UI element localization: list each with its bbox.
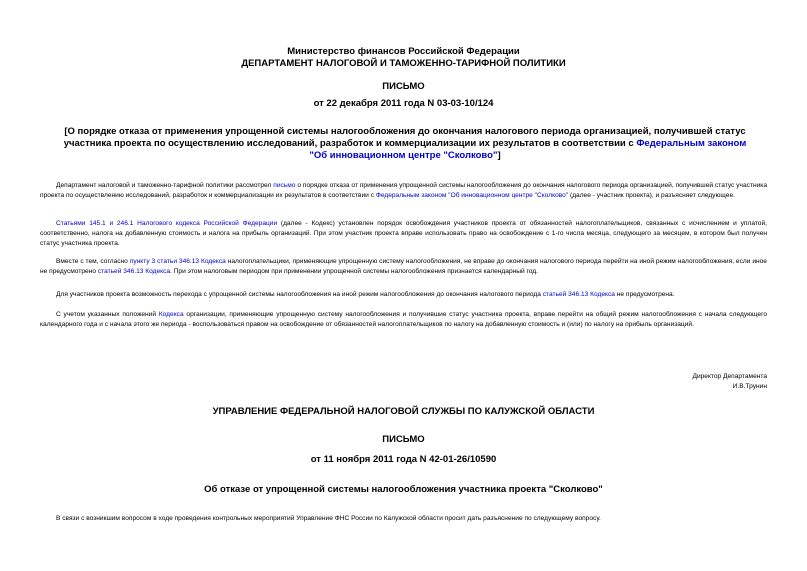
p5-text-a: С учетом указанных положений — [56, 311, 159, 318]
p3-text-c: . При этом налоговым периодом при применении упрощенной системы налогообложения признается календарный год. — [170, 268, 538, 275]
letter1-date-number: от 22 декабря 2011 года N 03-03-10/124 — [313, 98, 494, 109]
p1-text-b: о порядке отказа от применения упрощенной системы налогообложения до окончания налогового периода организацией, получившей статус участника проекта по осуществлению исследований, разработок и коммерциализации их результатов в соответствии с — [40, 182, 767, 199]
letter1-paragraph-4 — [40, 290, 767, 300]
p4-text-a: Для участников проекта возможность перехода с упрощенной системы налогообложения на иной режим налогообложения до окончания налогового периода — [56, 291, 543, 298]
tax-code-articles-link[interactable]: Статьями 145.1 и 246.1 Налогового кодекса Российской Федерации — [56, 220, 278, 227]
p3-text-b: налогоплательщики, применяющие упрощенную систему налогообложения, не вправе до окончания налогового периода перейти на иной режим налогообложения, если иное не предусмотрено — [40, 258, 767, 275]
title-text-pre: [О порядке отказа от применения упрощенной системы налогообложения до окончания налогового периода организацией, получившей статус участника проекта по осуществлению исследований, разработок и коммерциализации их результатов в соответствии с — [63, 126, 746, 149]
p1-text-a: Департамент налоговой и таможенно-тарифной политики рассмотрел — [56, 182, 274, 189]
p1-text-c: (далее - участник проекта), и разъясняет следующее. — [568, 192, 735, 199]
department-name: ДЕПАРТАМЕНТ НАЛОГОВОЙ И ТАМОЖЕННО-ТАРИФНОЙ ПОЛИТИКИ — [241, 58, 566, 69]
article-346-13-link[interactable]: статьей 346.13 Кодекса — [97, 268, 171, 275]
title-law-link[interactable]: Федеральным законом "Об инновационном центре "Сколково" — [309, 138, 747, 161]
letter1-doc-type: ПИСЬМО — [382, 81, 425, 92]
code-link[interactable]: Кодекса — [158, 311, 184, 318]
p3-text-a: Вместе с тем, согласно — [56, 258, 130, 265]
letter2-department: УПРАВЛЕНИЕ ФЕДЕРАЛЬНОЙ НАЛОГОВОЙ СЛУЖБЫ ПО КАЛУЖСКОЙ ОБЛАСТИ — [212, 406, 595, 417]
p2-text: (далее - Кодекс) установлен порядок освобождения участников проекта от обязанностей налогоплательщиков, связанных с исчислением и уплатой, соответственно, налога на добавленную стоимость и налога на прибыль организаций. При этом участник проекта вправе использовать право на освобождение с 1-го числа месяца, следующего за месяцем, в котором был получен статус участника проекта. — [40, 220, 767, 247]
signer-name: И.В.Трунин — [732, 383, 767, 390]
title-text-post: ] — [497, 150, 501, 161]
letter2-date-number: от 11 ноября 2011 года N 42-01-26/10590 — [310, 454, 497, 465]
letter1-paragraph-3 — [40, 257, 767, 277]
signer-title: Директор Департамента — [692, 373, 767, 380]
letter1-paragraph-1 — [40, 181, 767, 201]
p5-text-b: организации, применяющие упрощенную систему налогообложения и получившие статус участника проекта, вправе перейти на общий режим налогообложения с начала следующего календарного года и с начала этого же периода - воспользоваться правом на освобождение от обязанностей налогоплательщиков по налогу на добавленную стоимость и (или) по налогу на прибыль организаций. — [40, 311, 768, 328]
p4-text-b: не предусмотрена. — [614, 291, 675, 298]
letter1-paragraph-2 — [40, 219, 767, 249]
letter2-paragraph-1: В связи с возникшим вопросом в ходе проведения контрольных мероприятий Управление ФНС России по Калужской области просит дать разъяснение по следующему вопросу. — [56, 515, 601, 522]
letter-link[interactable]: письмо — [273, 182, 296, 189]
letter1-paragraph-5 — [40, 310, 767, 330]
article-346-13-p4-link[interactable]: статьей 346.13 Кодекса — [542, 291, 615, 298]
ministry-name: Министерство финансов Российской Федерации — [287, 46, 520, 57]
p1-law-link[interactable]: Федеральным законом "Об инновационном центре "Сколково" — [375, 192, 569, 199]
letter2-doc-type: ПИСЬМО — [382, 434, 425, 445]
letter2-subject: Об отказе от упрощенной системы налогообложения участника проекта "Сколково" — [204, 484, 603, 495]
letter1-title — [60, 126, 750, 162]
article-346-13-p3-link[interactable]: пункту 3 статьи 346.13 Кодекса — [129, 258, 226, 265]
